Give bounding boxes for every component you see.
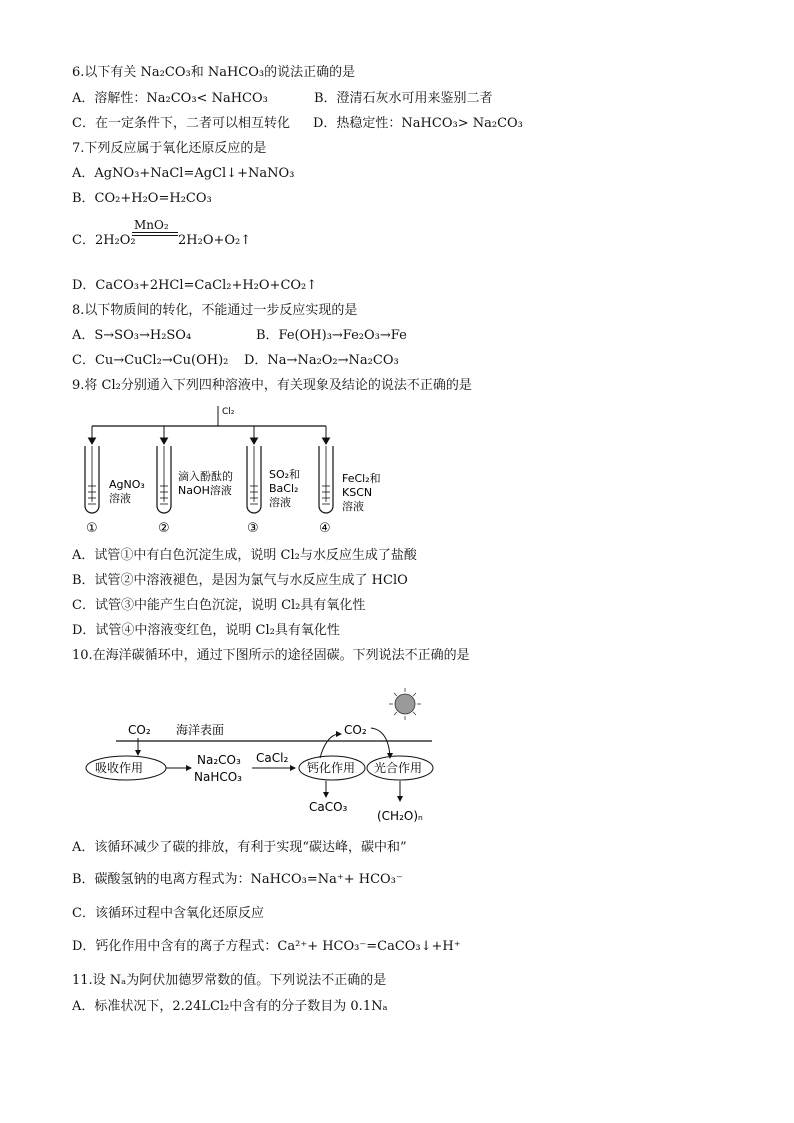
photosynthesis-label: 光合作用 [374,761,423,775]
co2-release-arrowhead [336,731,342,737]
q7-option-d: D．CaCO₃+2HCl=CaCl₂+H₂O+CO₂↑ [72,278,318,293]
co2-left-label: CO₂ [128,723,151,737]
tube-2-label-2: NaOH溶液 [178,484,232,497]
calcify-down-arrowhead [323,792,329,798]
q6-option-d: D．热稳定性：NaHCO₃> Na₂CO₃ [313,116,523,131]
q6-option-b: B．澄清石灰水可用来鉴别二者 [314,91,493,106]
tube-3-number: ③ [247,521,259,536]
tube-3-label-1: SO₂和 [269,468,301,481]
q9-option-d: D．试管④中溶液变红色，说明 Cl₂具有氧化性 [72,623,340,638]
co2-release-arrow [320,734,338,758]
na2co3-label: Na₂CO₃ [197,753,241,767]
q6-option-a: A．溶解性：Na₂CO₃< NaHCO₃ [72,91,268,106]
q6-stem: 6.以下有关 Na₂CO₃和 NaHCO₃的说法正确的是 [72,65,356,80]
q7-option-c-right: 2H₂O+O₂↑ [178,233,252,248]
tube-4-number: ④ [319,521,331,536]
ch2o-label: (CH₂O)ₙ [377,809,423,823]
tube-4-label-3: 溶液 [342,500,364,513]
q7-option-c-catalyst: MnO₂ [134,218,169,232]
tube-4-label-1: FeCl₂和 [342,472,381,485]
q10-stem: 10.在海洋碳循环中，通过下图所示的途径固碳。下列说法不正确的是 [72,648,470,663]
test-tube-3 [247,446,261,513]
caco3-label: CaCO₃ [309,800,348,814]
ocean-surface-label: 海洋表面 [176,723,225,737]
calcify-label: 钙化作用 [307,761,356,775]
tube-1-number: ① [86,521,98,536]
q7-option-a: A．AgNO₃+NaCl=AgCl↓+NaNO₃ [72,166,295,181]
q9-option-b: B．试管②中溶液褪色，是因为氯气与水反应生成了 HClO [72,573,408,588]
tube-4-label-2: KSCN [342,486,373,499]
q10-option-d: D．钙化作用中含有的离子方程式：Ca²⁺+ HCO₃⁻=CaCO₃↓+H⁺ [72,939,461,954]
co2-right-label: CO₂ [344,723,367,737]
absorb-label: 吸收作用 [95,761,144,775]
photo-down-arrowhead [397,796,403,802]
q8-option-b: B．Fe(OH)₃→Fe₂O₃→Fe [256,328,407,343]
q7-stem: 7.下列反应属于氧化还原反应的是 [72,141,267,156]
q10-option-c: C．该循环过程中含氧化还原反应 [72,906,264,921]
q7-option-c-left: C．2H₂O₂ [72,233,136,248]
q7-option-b: B．CO₂+H₂O=H₂CO₃ [72,191,212,206]
cacl2-label: CaCl₂ [256,751,289,765]
nahco3-label: NaHCO₃ [194,770,242,784]
q8-stem: 8.以下物质间的转化，不能通过一步反应实现的是 [72,303,358,318]
test-tube-2 [157,446,171,513]
tube-3-label-2: BaCl₂ [269,482,299,495]
q9-stem: 9.将 Cl₂分别通入下列四种溶液中，有关现象及结论的说法不正确的是 [72,378,472,393]
sun-icon [389,688,421,720]
co2-absorb-arrowhead [135,750,141,756]
absorb-to-carbonate-arrowhead [186,765,192,771]
tube-2-number: ② [158,521,170,536]
co2-uptake-arrow [371,728,390,756]
q6-option-c: C．在一定条件下，二者可以相互转化 [72,116,290,131]
q7-option-c-arrow-line-2 [132,235,178,236]
q7-option-c-arrow-line [132,232,178,233]
ocean-carbon-cycle-figure [80,682,440,832]
tube-2-label-1: 滴入酚酞的 [178,470,233,483]
q8-option-a: A．S→SO₃→H₂SO₄ [72,328,192,343]
cl2-test-tube-figure [72,402,402,542]
q9-option-c: C．试管③中能产生白色沉淀，说明 Cl₂具有氧化性 [72,598,366,613]
test-tube-1 [85,446,99,513]
q11-option-a: A．标准状况下，2.24LCl₂中含有的分子数目为 0.1Nₐ [72,999,388,1014]
cacl2-arrowhead [290,765,296,771]
q10-option-b: B．碳酸氢钠的电离方程式为：NaHCO₃=Na⁺+ HCO₃⁻ [72,872,403,887]
q8-option-d: D．Na→Na₂O₂→Na₂CO₃ [244,353,399,368]
test-tube-4 [319,446,333,513]
tube-3-label-3: 溶液 [269,496,291,509]
cl2-gas-label: Cl₂ [222,407,235,417]
q10-option-a: A．该循环减少了碳的排放，有利于实现“碳达峰，碳中和” [72,840,407,855]
tube-1-label-1: AgNO₃ [109,478,145,491]
q8-option-c: C．Cu→CuCl₂→Cu(OH)₂ [72,353,229,368]
q11-stem: 11.设 Nₐ为阿伏加德罗常数的值。下列说法不正确的是 [72,973,387,988]
branch-arrows [89,426,330,444]
tube-1-label-2: 溶液 [109,492,131,505]
q9-option-a: A．试管①中有白色沉淀生成，说明 Cl₂与水反应生成了盐酸 [72,548,417,563]
